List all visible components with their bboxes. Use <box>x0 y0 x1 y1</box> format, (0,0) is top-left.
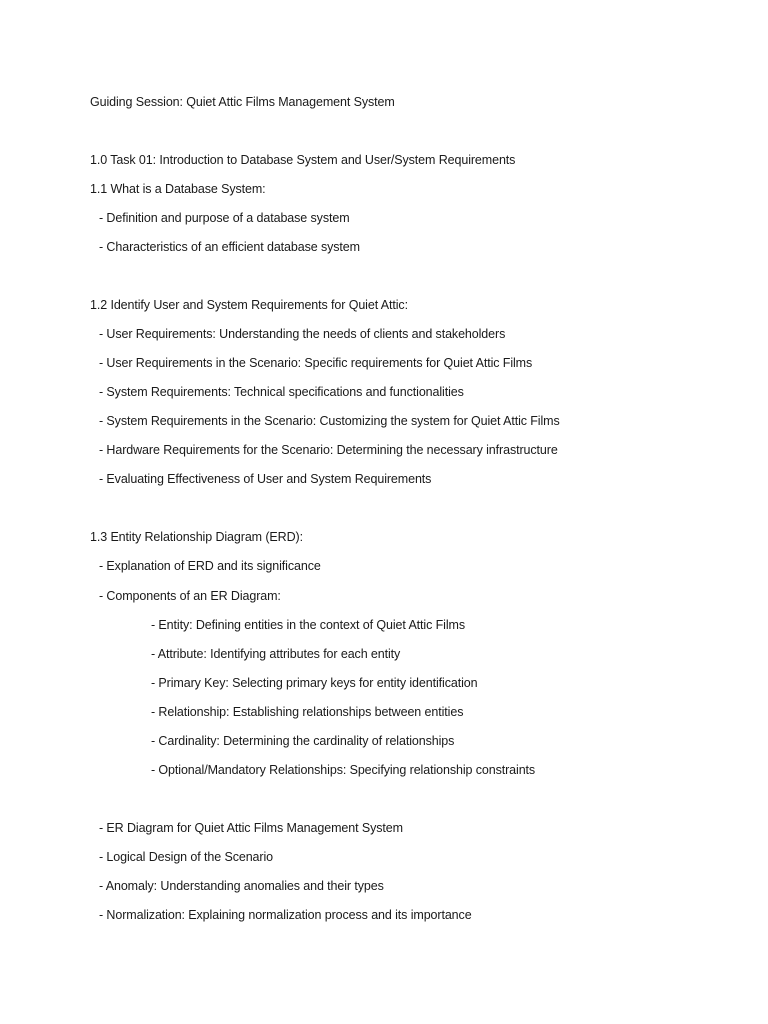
list-item: - Hardware Requirements for the Scenario: Determining the necessary infrastructure <box>99 443 558 457</box>
section-1-3-heading: 1.3 Entity Relationship Diagram (ERD): <box>90 530 303 544</box>
list-item: - User Requirements in the Scenario: Specific requirements for Quiet Attic Films <box>99 356 533 370</box>
list-item: - Evaluating Effectiveness of User and System Requirements <box>99 472 432 486</box>
sub-list-item: - Cardinality: Determining the cardinality of relationships <box>151 734 455 748</box>
section-1-2-heading: 1.2 Identify User and System Requirements for Quiet Attic: <box>90 298 408 312</box>
list-item: - Characteristics of an efficient database system <box>99 240 360 254</box>
list-item: - Definition and purpose of a database system <box>99 211 350 225</box>
list-item: - Normalization: Explaining normalization process and its importance <box>99 908 472 922</box>
list-item: - System Requirements in the Scenario: Customizing the system for Quiet Attic Films <box>99 414 560 428</box>
list-item: - Logical Design of the Scenario <box>99 850 273 864</box>
section-1-1-heading: 1.1 What is a Database System: <box>90 182 266 196</box>
document-title: Guiding Session: Quiet Attic Films Management System <box>90 95 395 109</box>
task-heading: 1.0 Task 01: Introduction to Database System and User/System Requirements <box>90 153 516 167</box>
list-item: - Explanation of ERD and its significance <box>99 559 321 573</box>
sub-list-item: - Entity: Defining entities in the context of Quiet Attic Films <box>151 618 465 632</box>
list-item: - System Requirements: Technical specifications and functionalities <box>99 385 464 399</box>
sub-list-item: - Primary Key: Selecting primary keys for entity identification <box>151 676 478 690</box>
list-item: - User Requirements: Understanding the needs of clients and stakeholders <box>99 327 506 341</box>
sub-list-item: - Attribute: Identifying attributes for each entity <box>151 647 401 661</box>
list-item: - Anomaly: Understanding anomalies and their types <box>99 879 384 893</box>
sub-list-item: - Optional/Mandatory Relationships: Specifying relationship constraints <box>151 763 536 777</box>
list-item: - Components of an ER Diagram: <box>99 589 281 603</box>
list-item: - ER Diagram for Quiet Attic Films Management System <box>99 821 403 835</box>
sub-list-item: - Relationship: Establishing relationships between entities <box>151 705 464 719</box>
